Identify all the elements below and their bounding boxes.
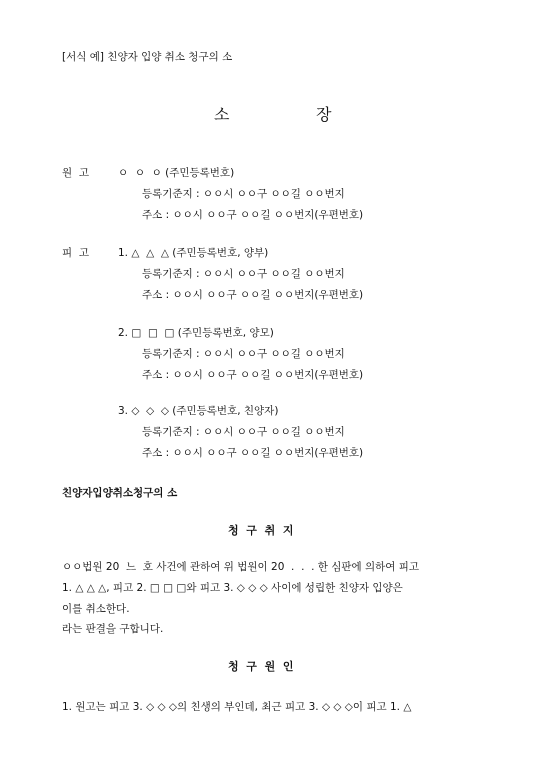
defendant-3-name: 3. ◇ ◇ ◇ (주민등록번호, 친양자) [118,405,279,417]
claim-purpose-line-4: 라는 판결을 구합니다. [62,623,164,635]
title-right: 장 [316,105,332,124]
defendant-1-name: 1. △ △ △ (주민등록번호, 양부) [118,247,269,259]
form-header: [서식 예] 친양자 입양 취소 청구의 소 [62,51,233,63]
case-title: 친양자입양취소청구의 소 [62,487,178,499]
claim-purpose-line-3: 이를 취소한다. [62,603,130,615]
defendant-2-address: 주소 : ㅇㅇ시 ㅇㅇ구 ㅇㅇ길 ㅇㅇ번지(우편번호) [142,369,364,381]
plaintiff-address: 주소 : ㅇㅇ시 ㅇㅇ구 ㅇㅇ길 ㅇㅇ번지(우편번호) [142,209,364,221]
defendant-1-address: 주소 : ㅇㅇ시 ㅇㅇ구 ㅇㅇ길 ㅇㅇ번지(우편번호) [142,289,364,301]
claim-purpose-line-1: ㅇㅇ법원 20 느 호 사건에 관하여 위 법원이 20 . . . 한 심판에 의하여 피고 [62,561,420,573]
claim-cause-heading: 청 구 원 인 [228,660,294,673]
claim-purpose-heading: 청 구 취 지 [228,524,294,537]
plaintiff-label: 원 고 [62,167,89,179]
title-left: 소 [214,105,230,124]
defendant-2-name: 2. □ □ □ (주민등록번호, 양모) [118,327,274,339]
defendant-3-address: 주소 : ㅇㅇ시 ㅇㅇ구 ㅇㅇ길 ㅇㅇ번지(우편번호) [142,447,364,459]
defendant-2-registry: 등록기준지 : ㅇㅇ시 ㅇㅇ구 ㅇㅇ길 ㅇㅇ번지 [142,348,345,360]
defendant-1-registry: 등록기준지 : ㅇㅇ시 ㅇㅇ구 ㅇㅇ길 ㅇㅇ번지 [142,268,345,280]
claim-purpose-line-2: 1. △ △ △, 피고 2. □ □ □와 피고 3. ◇ ◇ ◇ 사이에 성립한 친양자 입양은 [62,582,403,594]
plaintiff-name: ㅇ ㅇ ㅇ (주민등록번호) [118,167,235,179]
claim-cause-line-1: 1. 원고는 피고 3. ◇ ◇ ◇의 친생의 부인데, 최근 피고 3. ◇ ◇ ◇이 피고 1. △ [62,701,412,713]
defendant-3-registry: 등록기준지 : ㅇㅇ시 ㅇㅇ구 ㅇㅇ길 ㅇㅇ번지 [142,426,345,438]
defendants-label: 피 고 [62,247,89,259]
plaintiff-registry: 등록기준지 : ㅇㅇ시 ㅇㅇ구 ㅇㅇ길 ㅇㅇ번지 [142,188,345,200]
